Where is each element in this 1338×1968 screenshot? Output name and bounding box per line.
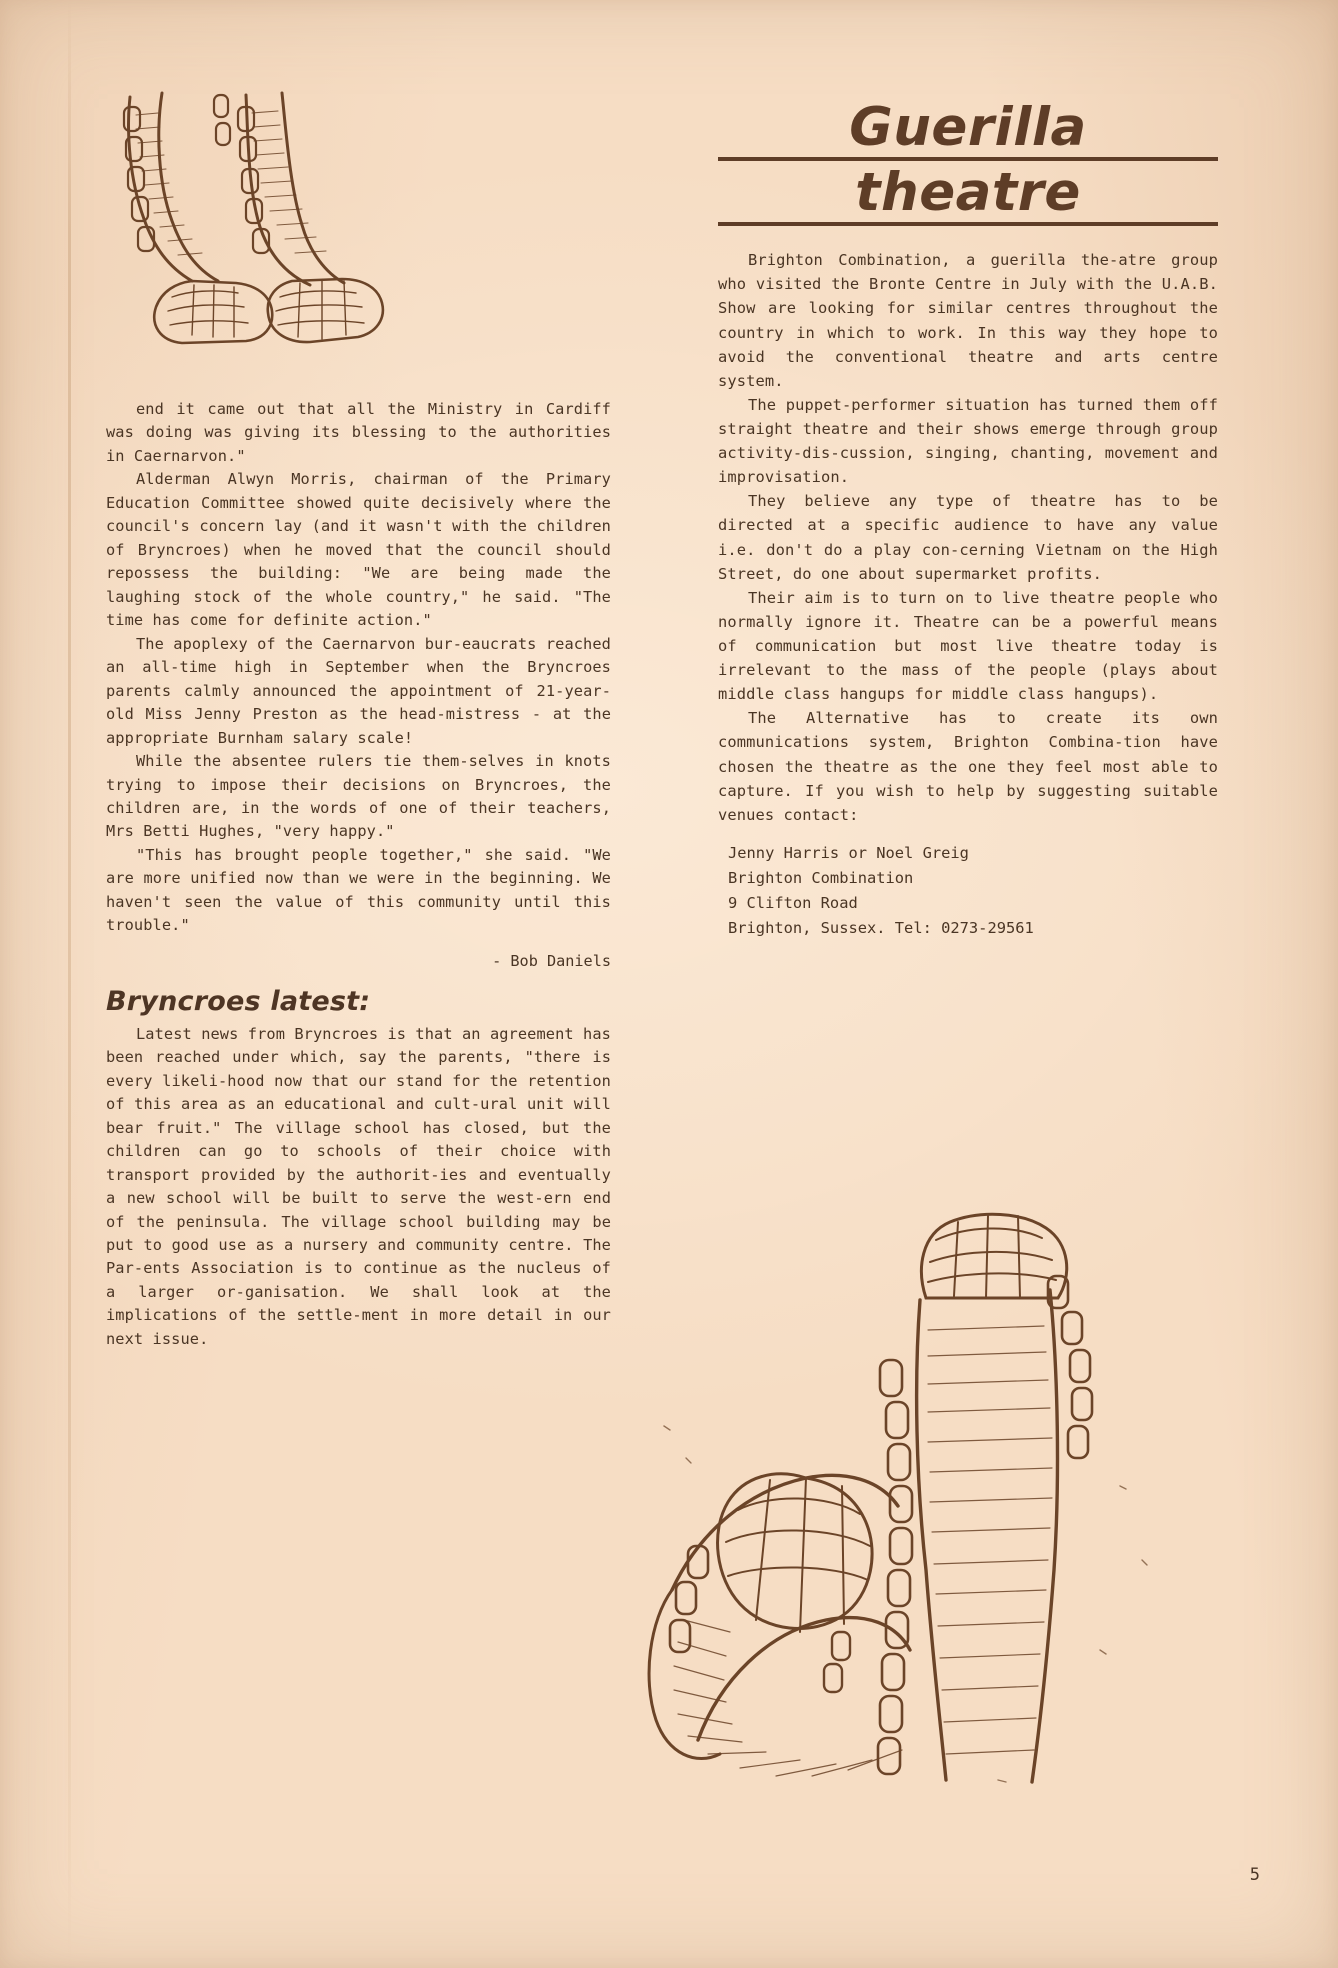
paragraph: The Alternative has to create its own communications system, Brighton Combina-tion have chosen the theatre as the one they feel most able to capture. If you wish to help by suggesting suitable venues contact: [718,709,1218,824]
article-byline: - Bob Daniels [492,951,611,970]
paragraph: Brighton Combination, a guerilla the-atre group who visited the Bronte Centre in July with the U.A.B. Show are looking for similar centres throughout the country in which to work. In this way they hope to avoid the conventional theatre and arts centre system. [718,251,1218,390]
paragraph: "This has brought people together," she said. "We are more unified now than we were in the beginning. We haven't seen the value of this community until this trouble." [106,845,611,935]
headline-line-1: Guerilla [718,100,1218,161]
headline-line-2: theatre [718,165,1218,226]
paragraph: Latest news from Bryncroes is that an agreement has been reached under which, say the parents, "there is every likeli-hood now that our stand for the retention of this area as an educational and cult-ural unit will bear fruit." The village school has closed, but the children can go to schools of their choice with transport provided by the authorit-ies and eventually a new school will be built to serve the west-ern end of the peninsula. The village school building may be put to good use as a nursery and community centre. The Par-ents Association is to continue as the nucleus of a larger or-ganisation. We shall look at the implications of the settle-ment in more detail in our next issue. [106,1024,611,1348]
contact-city-phone: Brighton, Sussex. Tel: 0273-29561 [728,918,1034,937]
page-number: 5 [1249,1865,1260,1885]
paragraph: Alderman Alwyn Morris, chairman of the Primary Education Committee showed quite decisively where the council's concern lay (and it wasn't with the children of Bryncroes) when he moved that the council should repossess the building: "We are being made the laughing stock of the whole country," he said. "The time has come for definite action." [106,470,611,630]
contact-details [728,841,1218,941]
bryncroes-latest-body [106,1023,611,1352]
article-headline [718,97,1218,226]
right-column [718,97,1218,941]
bryncroes-article-body [106,398,611,938]
section-subheading: Bryncroes latest: [106,985,371,1017]
contact-organisation: Brighton Combination [728,868,914,887]
paragraph: They believe any type of theatre has to be directed at a specific audience to have any value i.e. don't do a play con-cerning Vietnam on the High Street, do one about supermarket profits. [718,492,1218,583]
paragraph: end it came out that all the Ministry in Cardiff was doing was giving its blessing to the authorities in Caernarvon." [106,400,611,465]
paragraph: The puppet-performer situation has turned them off straight theatre and their shows emerge through group activity-dis-cussion, singing, chanting, movement and improvisation. [718,395,1218,487]
paragraph: While the absentee rulers tie them-selves in knots trying to impose their decisions on Bryncroes, the children are, in the words of one of their teachers, Mrs Betti Hughes, "very happy." [106,752,611,841]
contact-name: Jenny Harris or Noel Greig [728,843,969,862]
paragraph: Their aim is to turn on to live theatre people who normally ignore it. Theatre can be a powerful means of communication but most live theatre today is irrelevant to the mass of the people (plays about middle class hangups for middle class hangups). [718,588,1218,704]
left-column [106,90,611,1351]
guerilla-theatre-body [718,248,1218,827]
contact-street: 9 Clifton Road [728,893,858,912]
paragraph: The apoplexy of the Caernarvon bur-eaucrats reached an all-time high in September when the Bryncroes parents calmly announced the appointment of 21-year-old Miss Jenny Preston as the head-mistress - at the appropriate Burnham salary scale! [106,634,611,747]
